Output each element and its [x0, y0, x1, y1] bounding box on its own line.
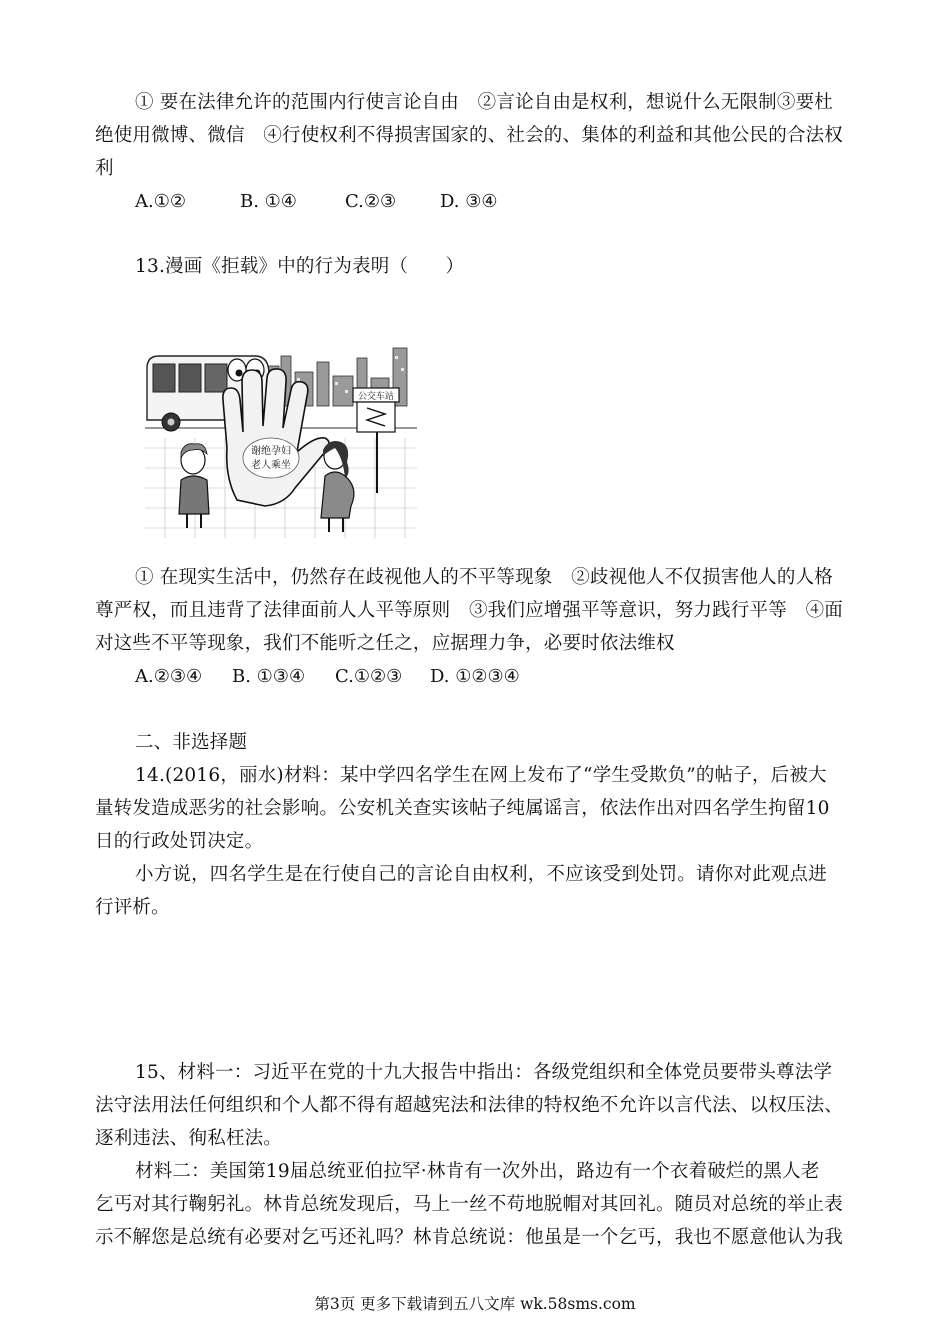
- page-footer: 第3页 更多下载请到五八文库 wk.58sms.com: [314, 1295, 636, 1313]
- q12-option-c: C.②③: [345, 191, 397, 212]
- bus-stop-sign: [353, 388, 399, 493]
- cartoon-drawing: [145, 328, 417, 538]
- q13-statement-line-3: 对这些不平等现象，我们不能听之任之，应据理力争，必要时依法维权: [95, 633, 675, 654]
- q14-material-line-2: 量转发造成恶劣的社会影响。公安机关查实该帖子纯属谣言，依法作出对四名学生拘留10: [95, 798, 830, 819]
- q12-statement-line-1: ① 要在法律允许的范围内行使言论自由 ②言论自由是权利，想说什么无限制③要杜: [135, 92, 833, 113]
- q12-statement-line-2: 绝使用微博、微信 ④行使权利不得损害国家的、社会的、集体的利益和其他公民的合法权: [95, 125, 844, 146]
- q14-prompt-line-1: 小方说，四名学生是在行使自己的言论自由权利，不应该受到处罚。请你对此观点进: [135, 864, 827, 885]
- pregnant-woman-figure: [321, 441, 354, 532]
- q13-option-a: A.②③④: [135, 666, 203, 687]
- q13-statement-line-2: 尊严权，而且违背了法律面前人人平等原则 ③我们应增强平等意识，努力践行平等 ④面: [95, 600, 844, 621]
- q12-option-a: A.①②: [135, 191, 186, 212]
- q15-material2-line-2: 乞丐对其行鞠躬礼。林肯总统发现后，马上一丝不苟地脱帽对其回礼。随员对总统的举止表: [95, 1194, 844, 1215]
- q14-material-line-1: 14.(2016，丽水)材料：某中学四名学生在网上发布了“学生受欺负”的帖子，后被大: [135, 765, 827, 786]
- q13-option-c: C.①②③: [335, 666, 403, 687]
- refusal-cartoon: [145, 328, 417, 538]
- q15-material1-line-3: 逐利违法、徇私枉法。: [95, 1128, 283, 1149]
- bus-stop-label: 公交车站: [357, 392, 395, 402]
- q12-option-b: B. ①④: [240, 191, 297, 212]
- q13-option-b: B. ①③④: [232, 666, 306, 687]
- hand-text-line-1: 谢绝孕妇: [251, 446, 291, 457]
- q15-material2-line-1: 材料二：美国第19届总统亚伯拉罕·林肯有一次外出，路边有一个衣着破烂的黑人老: [135, 1161, 820, 1182]
- q15-material1-line-2: 法守法用法任何组织和个人都不得有超越宪法和法律的特权绝不允许以言代法、以权压法、: [95, 1095, 844, 1116]
- q14-material-line-3: 日的行政处罚决定。: [95, 831, 264, 852]
- q14-prompt-line-2: 行评析。: [95, 897, 170, 918]
- q13-option-d: D. ①②③④: [430, 666, 520, 687]
- q15-material1-line-1: 15、材料一：习近平在党的十九大报告中指出：各级党组织和全体党员要带头尊法学: [135, 1062, 833, 1083]
- q12-option-d: D. ③④: [440, 191, 498, 212]
- q13-statement-line-1: ① 在现实生活中，仍然存在歧视他人的不平等现象 ②歧视他人不仅损害他人的人格: [135, 567, 833, 588]
- q13-stem: 13.漫画《拒载》中的行为表明（ ）: [135, 256, 465, 277]
- hand-text-line-2: 老人乘坐: [251, 460, 291, 471]
- q12-statement-line-3: 利: [95, 158, 114, 179]
- elderly-person-figure: [179, 444, 209, 528]
- q15-material2-line-3: 示不解您是总统有必要对乞丐还礼吗？林肯总统说：他虽是一个乞丐，我也不愿意他认为我: [95, 1227, 844, 1248]
- section-heading: 二、非选择题: [135, 732, 248, 753]
